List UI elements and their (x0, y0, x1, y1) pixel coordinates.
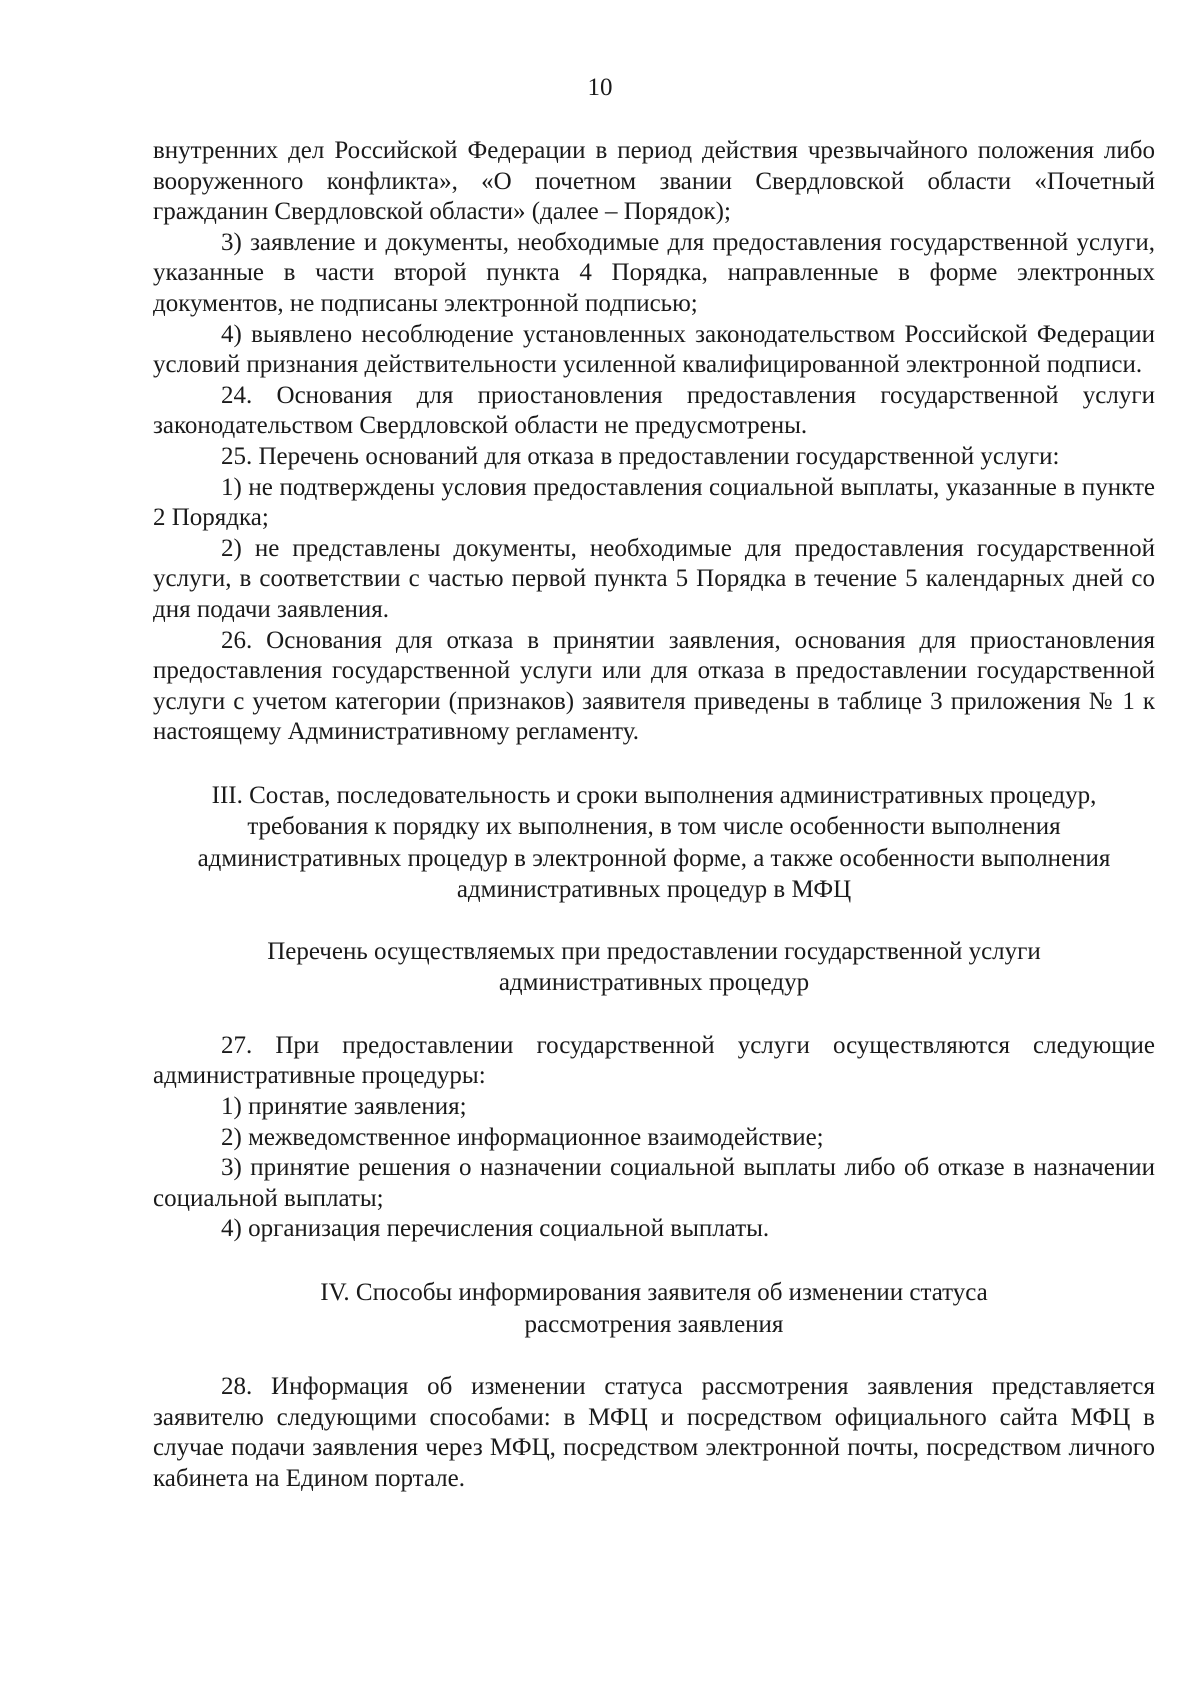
page-number: 10 (587, 74, 613, 101)
paragraph-27-item-4: 4) организация перечисления социальной выплаты. (221, 1215, 770, 1243)
paragraph-continuation: внутренних дел Российской Федерации в период действия чрезвычайного положения либо вооруженного конфликта», «О почетном звании Свердловской области «Почетный гражданин Свердловской области» (далее – Порядок); (153, 137, 1155, 226)
paragraph-item-3: 3) заявление и документы, необходимые для предоставления государственной услуги, указанные в части второй пункта 4 Порядка, направленные в форме электронных документов, не подписаны электронной подписью; (153, 228, 1155, 317)
section-3-heading-line: III. Состав, последовательность и сроки выполнения административных процедур, (211, 781, 1097, 809)
section-4-heading (153, 1277, 1155, 1340)
paragraph-25-item-2: 2) не представлены документы, необходимые для предоставления государственной услуги, в соответствии с частью первой пункта 5 Порядка в течение 5 календарных дней со дня подачи заявления. (153, 534, 1155, 623)
section-3-subheading-line: Перечень осуществляемых при предоставлении государственной услуги (267, 937, 1041, 965)
paragraph-25-item-1: 1) не подтверждены условия предоставления социальной выплаты, указанные в пункте 2 Порядка; (153, 473, 1155, 532)
paragraph-24: 24. Основания для приостановления предоставления государственной услуги законодательством Свердловской области не предусмотрены. (153, 381, 1155, 440)
section-3-heading (153, 780, 1155, 906)
paragraph-27-item-1: 1) принятие заявления; (221, 1093, 467, 1121)
paragraph-item-4: 4) выявлено несоблюдение установленных законодательством Российской Федерации условий признания действительности усиленной квалифицированной электронной подписи. (153, 320, 1155, 379)
section-4-heading-line: рассмотрения заявления (524, 1310, 784, 1338)
section-3-heading-line: административных процедур в электронной форме, а также особенности выполнения (197, 844, 1111, 872)
paragraph-28: 28. Информация об изменении статуса рассмотрения заявления представляется заявителю следующими способами: в МФЦ и посредством официального сайта МФЦ в случае подачи заявления через МФЦ, посредством электронной почты, посредством личного кабинета на Едином портале. (153, 1373, 1155, 1492)
section-3-subheading (153, 936, 1155, 999)
paragraph-27-item-2: 2) межведомственное информационное взаимодействие; (221, 1123, 824, 1151)
section-4-heading-line: IV. Способы информирования заявителя об изменении статуса (320, 1279, 988, 1307)
document-body (153, 136, 1155, 1494)
section-3-heading-line: требования к порядку их выполнения, в том числе особенности выполнения (247, 813, 1061, 841)
paragraph-26: 26. Основания для отказа в принятии заявления, основания для приостановления предоставления государственной услуги или для отказа в предоставлении государственной услуги с учетом категории (признаков) заявителя приведены в таблице 3 приложения № 1 к настоящему Административному регламенту. (153, 626, 1155, 746)
paragraph-27: 27. При предоставлении государственной услуги осуществляются следующие административные процедуры: (153, 1031, 1155, 1090)
section-3-subheading-line: административных процедур (498, 969, 810, 997)
section-3-heading-line: административных процедур в МФЦ (456, 876, 852, 904)
paragraph-27-item-3: 3) принятие решения о назначении социальной выплаты либо об отказе в назначении социальной выплаты; (153, 1154, 1155, 1212)
paragraph-25: 25. Перечень оснований для отказа в предоставлении государственной услуги: (221, 442, 1060, 470)
